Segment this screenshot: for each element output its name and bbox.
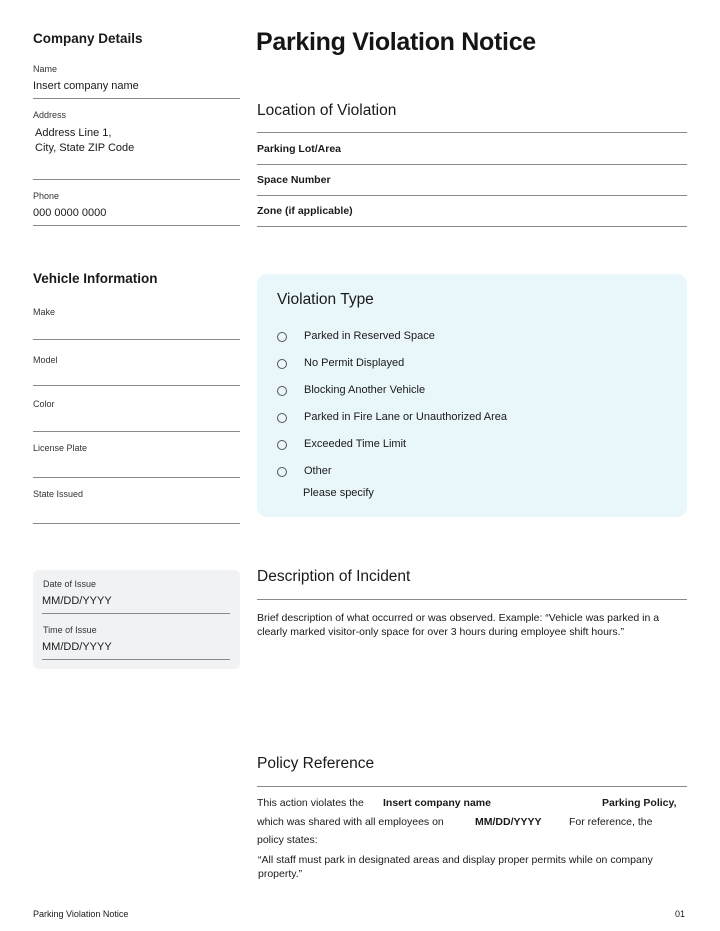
radio-other[interactable] (277, 467, 287, 477)
option-label: Other (304, 465, 332, 477)
policy-text: For reference, the (569, 816, 653, 828)
date-of-issue-label: Date of Issue (43, 579, 97, 589)
parking-lot-field[interactable]: Parking Lot/Area (257, 143, 342, 155)
model-label: Model (33, 355, 58, 365)
radio-blocking-vehicle[interactable] (277, 386, 287, 396)
space-number-field[interactable]: Space Number (257, 174, 331, 186)
address-label: Address (33, 110, 67, 120)
phone-field[interactable]: 000 0000 0000 (33, 207, 107, 219)
state-issued-label: State Issued (33, 489, 84, 499)
radio-no-permit[interactable] (277, 359, 287, 369)
page-number: 01 (675, 909, 686, 919)
option-label: Blocking Another Vehicle (304, 384, 426, 396)
date-of-issue-field[interactable]: MM/DD/YYYY (42, 595, 112, 607)
other-specify-field[interactable]: Please specify (303, 487, 374, 499)
policy-name: Parking Policy, (602, 797, 677, 809)
make-label: Make (33, 307, 56, 317)
policy-heading: Policy Reference (257, 755, 375, 772)
color-field[interactable] (33, 431, 240, 432)
radio-fire-lane[interactable] (277, 413, 287, 423)
time-of-issue-field[interactable]: MM/DD/YYYY (42, 641, 112, 653)
issue-date-box (33, 570, 240, 669)
radio-reserved-space[interactable] (277, 332, 287, 342)
zone-field[interactable]: Zone (if applicable) (257, 205, 353, 217)
divider (257, 164, 687, 165)
policy-date[interactable]: MM/DD/YYYY (475, 816, 542, 828)
divider (257, 226, 687, 227)
divider (33, 225, 240, 226)
policy-text: which was shared with all employees on (257, 816, 444, 828)
divider (33, 98, 240, 99)
name-label: Name (33, 64, 58, 74)
description-heading: Description of Incident (257, 568, 411, 585)
option-label: Exceeded Time Limit (304, 438, 407, 450)
license-plate-label: License Plate (33, 443, 88, 453)
option-label: No Permit Displayed (304, 357, 405, 369)
time-of-issue-label: Time of Issue (43, 625, 97, 635)
license-plate-field[interactable] (33, 477, 240, 478)
model-field[interactable] (33, 385, 240, 386)
option-label: Parked in Fire Lane or Unauthorized Area (304, 411, 508, 423)
violation-type-box (257, 274, 687, 517)
color-label: Color (33, 399, 55, 409)
policy-text: policy states: (257, 834, 318, 846)
divider (257, 786, 687, 787)
address-line2-field[interactable]: City, State ZIP Code (35, 142, 135, 154)
radio-time-limit[interactable] (277, 440, 287, 450)
description-text[interactable]: Brief description of what occurred or was observed. Example: “Vehicle was parked in a clearly marked visitor-only space for over 3 hours during employee shift hours.” (257, 612, 660, 638)
vehicle-info-heading: Vehicle Information (33, 271, 158, 286)
policy-text: This action violates the (257, 797, 364, 809)
address-line1-field[interactable]: Address Line 1, (35, 127, 112, 139)
company-details-heading: Company Details (33, 31, 143, 46)
divider (257, 195, 687, 196)
violation-type-heading: Violation Type (277, 291, 374, 308)
phone-label: Phone (33, 191, 60, 201)
option-label: Parked in Reserved Space (304, 330, 435, 342)
company-name-field[interactable]: Insert company name (33, 80, 139, 92)
divider (42, 659, 230, 660)
footer-label: Parking Violation Notice (33, 909, 129, 919)
location-heading: Location of Violation (257, 102, 397, 119)
make-field[interactable] (33, 339, 240, 340)
divider (257, 599, 687, 600)
divider (42, 613, 230, 614)
policy-quote: “All staff must park in designated areas and display proper permits while on company property.” (258, 854, 653, 880)
state-issued-field[interactable] (33, 523, 240, 524)
divider (257, 132, 687, 133)
policy-company-name[interactable]: Insert company name (383, 797, 491, 809)
divider (33, 179, 240, 180)
page-title: Parking Violation Notice (256, 28, 536, 56)
